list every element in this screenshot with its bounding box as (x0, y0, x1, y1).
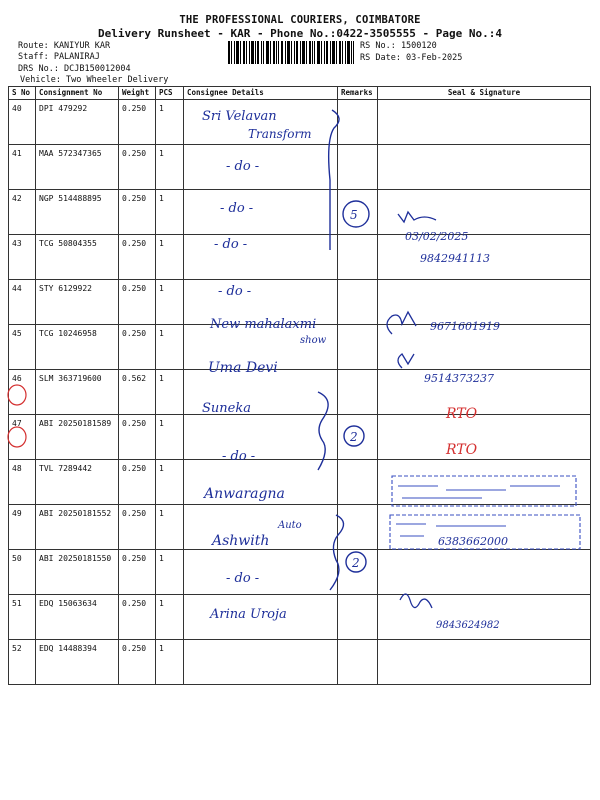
staff-text: Staff: PALANIRAJ (18, 52, 100, 62)
cell-pcs: 1 (156, 415, 184, 460)
col-header-remarks: Remarks (338, 87, 378, 100)
cell-sno: 41 (9, 145, 36, 190)
remark-mark: 5 (350, 208, 358, 222)
cell-weight: 0.562 (119, 370, 156, 415)
cell-remarks (338, 640, 378, 685)
cell-sno: 40 (9, 100, 36, 145)
cell-sno: 45 (9, 325, 36, 370)
col-header-consignee: Consignee Details (184, 87, 338, 100)
cell-consignment: TVL 7289442 (36, 460, 119, 505)
cell-pcs: 1 (156, 370, 184, 415)
cell-sno: 51 (9, 595, 36, 640)
cell-consignee (184, 280, 338, 325)
handwritten-ditto: - do - (220, 201, 254, 216)
cell-sno: 44 (9, 280, 36, 325)
rto-mark: RTO (446, 406, 478, 422)
handwritten-phone: 9671601919 (430, 320, 500, 333)
cell-sno: 47 (9, 415, 36, 460)
handwritten-consignee: Sri Velavan (202, 109, 277, 124)
col-header-pcs: PCS (156, 87, 184, 100)
cell-signature (378, 460, 591, 505)
rs-number-text: RS No.: 1500120 (360, 41, 437, 51)
cell-pcs: 1 (156, 280, 184, 325)
handwritten-phone: 6383662000 (438, 535, 508, 548)
cell-sno: 43 (9, 235, 36, 280)
handwritten-consignee: Suneka (202, 401, 251, 416)
cell-signature (378, 235, 591, 280)
handwritten-consignee: Anwaragna (204, 486, 285, 502)
cell-weight: 0.250 (119, 595, 156, 640)
cell-signature (378, 370, 591, 415)
cell-remarks (338, 460, 378, 505)
col-header-weight: Weight (119, 87, 156, 100)
cell-pcs: 1 (156, 550, 184, 595)
cell-pcs: 1 (156, 640, 184, 685)
cell-consignee (184, 370, 338, 415)
cell-pcs: 1 (156, 145, 184, 190)
cell-pcs: 1 (156, 460, 184, 505)
cell-weight: 0.250 (119, 415, 156, 460)
cell-consignee (184, 550, 338, 595)
table-row (9, 145, 591, 190)
cell-signature (378, 640, 591, 685)
table-row (9, 550, 591, 595)
col-header-seal: Seal & Signature (378, 87, 591, 100)
handwritten-ditto: - do - (218, 284, 252, 299)
cell-remarks (338, 235, 378, 280)
cell-pcs: 1 (156, 235, 184, 280)
cell-weight: 0.250 (119, 190, 156, 235)
cell-weight: 0.250 (119, 505, 156, 550)
handwritten-consignee: Arina Uroja (210, 607, 287, 622)
table-row (9, 370, 591, 415)
table-row (9, 100, 591, 145)
cell-consignee (184, 415, 338, 460)
barcode (228, 41, 354, 64)
cell-consignment: ABI 20250181552 (36, 505, 119, 550)
cell-remarks (338, 595, 378, 640)
table-row (9, 190, 591, 235)
drs-text: DRS No.: DCJB150012004 (18, 64, 131, 74)
handwritten-phone: 9843624982 (436, 620, 500, 631)
cell-remarks (338, 325, 378, 370)
cell-remarks (338, 505, 378, 550)
cell-signature (378, 190, 591, 235)
cell-consignment: SLM 363719600 (36, 370, 119, 415)
handwritten-ditto: - do - (226, 571, 260, 586)
cell-consignment: EDQ 15063634 (36, 595, 119, 640)
runsheet-table (8, 86, 591, 685)
cell-signature (378, 280, 591, 325)
runsheet-title: Delivery Runsheet - KAR - Phone No.:0422-3505555 - Page No.:4 (98, 27, 502, 40)
cell-pcs: 1 (156, 505, 184, 550)
cell-sno: 46 (9, 370, 36, 415)
cell-remarks (338, 190, 378, 235)
table-row (9, 640, 591, 685)
cell-pcs: 1 (156, 100, 184, 145)
cell-weight: 0.250 (119, 550, 156, 595)
remark-mark: 2 (350, 430, 358, 444)
table-row (9, 235, 591, 280)
handwritten-note: Auto (278, 520, 302, 531)
cell-signature (378, 415, 591, 460)
cell-consignment: TCG 50804355 (36, 235, 119, 280)
cell-consignee (184, 190, 338, 235)
cell-signature (378, 505, 591, 550)
route-text: Route: KANIYUR KAR (18, 41, 111, 51)
rto-mark: RTO (446, 442, 478, 458)
col-header-consignment: Consignment No (36, 87, 119, 100)
handwritten-phone: 9514373237 (424, 372, 494, 385)
cell-signature (378, 550, 591, 595)
cell-remarks (338, 145, 378, 190)
cell-consignment: TCG 10246958 (36, 325, 119, 370)
cell-weight: 0.250 (119, 325, 156, 370)
cell-consignee (184, 235, 338, 280)
table-row (9, 280, 591, 325)
table-header-row (9, 87, 591, 100)
cell-consignee (184, 640, 338, 685)
cell-remarks (338, 550, 378, 595)
cell-consignee (184, 460, 338, 505)
cell-pcs: 1 (156, 325, 184, 370)
cell-consignee (184, 595, 338, 640)
company-title: THE PROFESSIONAL COURIERS, COIMBATORE (179, 14, 421, 26)
cell-consignment: ABI 20250181550 (36, 550, 119, 595)
cell-signature (378, 100, 591, 145)
cell-signature (378, 145, 591, 190)
handwritten-date: 03/02/2025 (405, 230, 469, 243)
cell-remarks (338, 100, 378, 145)
cell-consignment: DPI 479292 (36, 100, 119, 145)
cell-remarks (338, 415, 378, 460)
handwritten-consignee: Ashwith (212, 533, 270, 549)
handwritten-consignee: Uma Devi (208, 360, 278, 376)
table-row (9, 460, 591, 505)
rs-date-text: RS Date: 03-Feb-2025 (360, 53, 463, 63)
table-row (9, 595, 591, 640)
cell-weight: 0.250 (119, 280, 156, 325)
remark-mark: 2 (352, 556, 360, 570)
cell-weight: 0.250 (119, 145, 156, 190)
cell-sno: 42 (9, 190, 36, 235)
cell-pcs: 1 (156, 595, 184, 640)
cell-sno: 48 (9, 460, 36, 505)
handwritten-ditto: - do - (226, 159, 260, 174)
cell-consignee (184, 100, 338, 145)
handwritten-consignee: Transform (248, 127, 312, 141)
cell-signature (378, 595, 591, 640)
table-row (9, 415, 591, 460)
handwritten-phone: 9842941113 (420, 252, 490, 265)
col-header-sno: S No (9, 87, 36, 100)
cell-remarks (338, 280, 378, 325)
cell-consignment: STY 6129922 (36, 280, 119, 325)
handwritten-ditto: - do - (222, 449, 256, 464)
cell-weight: 0.250 (119, 460, 156, 505)
cell-consignee (184, 505, 338, 550)
cell-sno: 52 (9, 640, 36, 685)
table-row (9, 505, 591, 550)
handwritten-consignee: New mahalaxmi (210, 317, 317, 332)
handwritten-ditto: - do - (214, 237, 248, 252)
cell-consignment: NGP 514488895 (36, 190, 119, 235)
cell-weight: 0.250 (119, 640, 156, 685)
table-row (9, 325, 591, 370)
cell-sno: 49 (9, 505, 36, 550)
cell-weight: 0.250 (119, 100, 156, 145)
cell-pcs: 1 (156, 190, 184, 235)
cell-consignment: ABI 20250181589 (36, 415, 119, 460)
cell-consignee (184, 325, 338, 370)
handwritten-consignee: show (300, 335, 327, 346)
cell-weight: 0.250 (119, 235, 156, 280)
vehicle-text: Vehicle: Two Wheeler Delivery (20, 75, 169, 85)
cell-consignee (184, 145, 338, 190)
cell-consignment: MAA 572347365 (36, 145, 119, 190)
cell-sno: 50 (9, 550, 36, 595)
cell-consignment: EDQ 14488394 (36, 640, 119, 685)
cell-remarks (338, 370, 378, 415)
cell-signature (378, 325, 591, 370)
